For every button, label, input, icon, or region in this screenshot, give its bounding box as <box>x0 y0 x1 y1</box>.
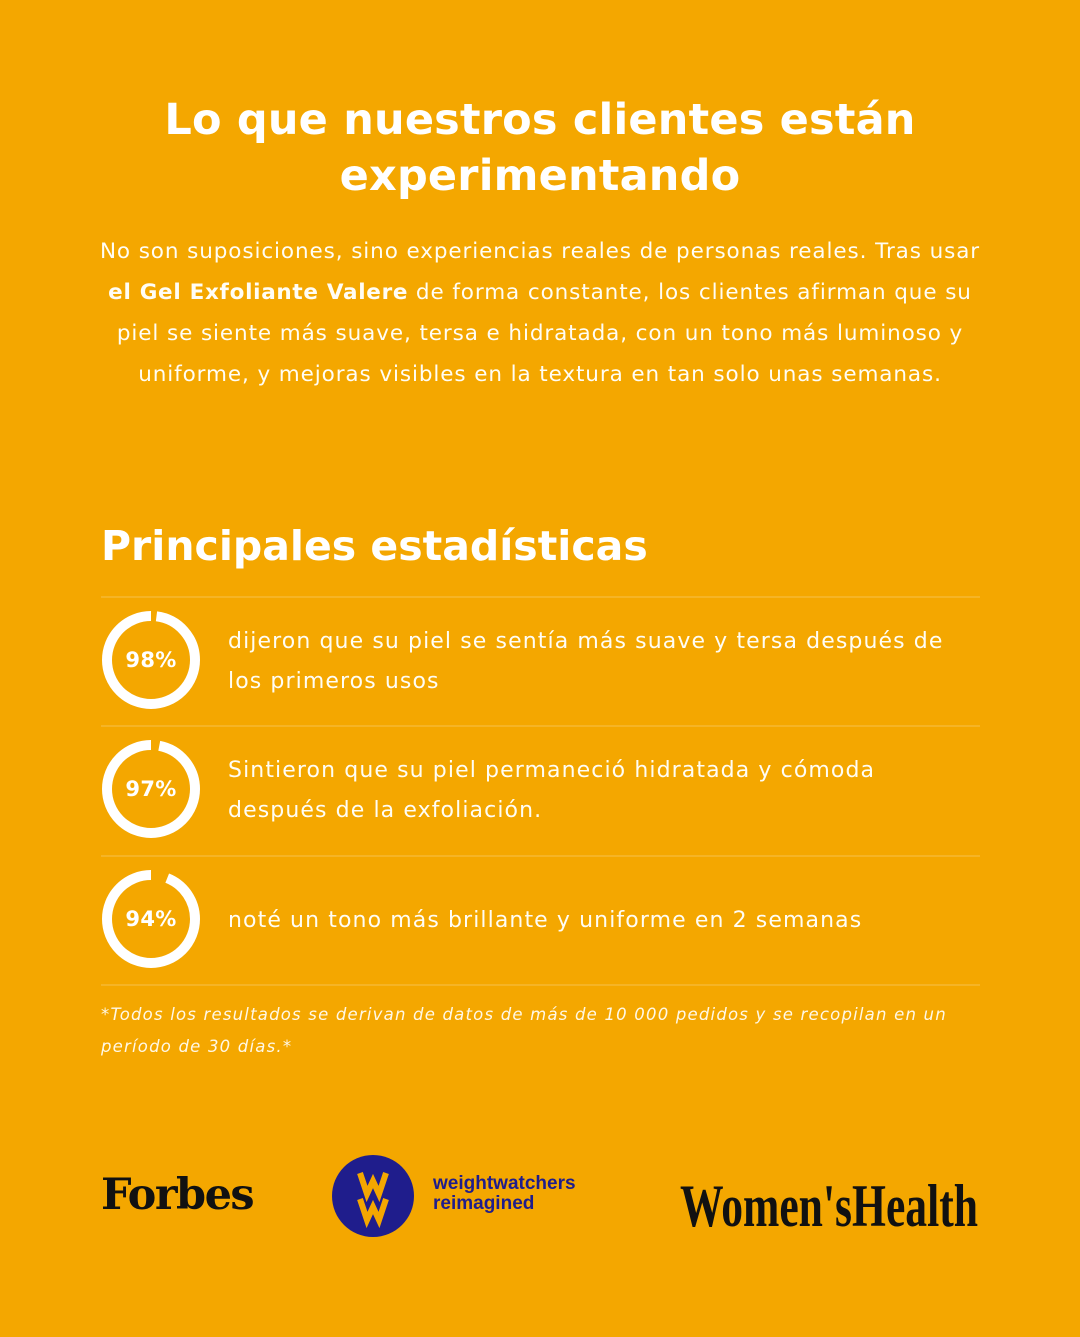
forbes-logo: Forbes <box>101 1170 254 1220</box>
stat-percentage: 97% <box>125 777 177 801</box>
stat-description <box>228 598 980 726</box>
intro-text-start: No son suposiciones, sino experiencias reales de personas reales. Tras usar <box>99 239 981 264</box>
stat-description-text: noté un tono más brillante y uniforme en 2 semanas <box>228 908 863 933</box>
stat-description <box>228 857 980 985</box>
stat-percentage: 94% <box>125 907 177 931</box>
ww-wordmark-line-1: weightwatchers <box>433 1173 576 1194</box>
intro-text-end: de forma constante, los clientes afirman que su piel se siente más suave, tersa e hidratada, con un tono más luminoso y uniforme, y mejoras visibles en la textura en tan solo unas semanas. <box>116 280 972 387</box>
heading-line-2: experimentando <box>339 151 741 201</box>
weightwatchers-logo-icon <box>331 1154 415 1238</box>
womens-health-logo <box>680 1170 980 1239</box>
section-heading <box>100 92 980 204</box>
weightwatchers-wordmark <box>433 1174 576 1214</box>
stat-description-text: dijeron que su piel se sentía más suave y tersa después de los primeros usos <box>228 629 944 694</box>
stat-description-text: Sintieron que su piel permaneció hidratada y cómoda después de la exfoliación. <box>228 758 876 823</box>
progress-ring <box>101 739 201 839</box>
progress-ring <box>101 869 201 969</box>
footnote: *Todos los resultados se derivan de datos de más de 10 000 pedidos y se recopilan en un período de 30 días.* <box>101 1005 947 1056</box>
divider <box>101 984 980 986</box>
product-name: el Gel Exfoliante Valere <box>108 280 409 305</box>
stat-row <box>101 857 980 985</box>
stat-percentage: 98% <box>125 648 177 672</box>
stat-row <box>101 727 980 855</box>
intro-paragraph <box>96 231 984 395</box>
stat-description <box>228 727 980 855</box>
stats-title: Principales estadísticas <box>101 522 648 570</box>
ww-wordmark-line-2: reimagined <box>433 1193 535 1214</box>
progress-ring <box>101 610 201 710</box>
stat-row <box>101 598 980 726</box>
heading-line-1: Lo que nuestros clientes están <box>164 95 916 145</box>
womens-health-wordmark: Women'sHealth <box>680 1173 978 1239</box>
